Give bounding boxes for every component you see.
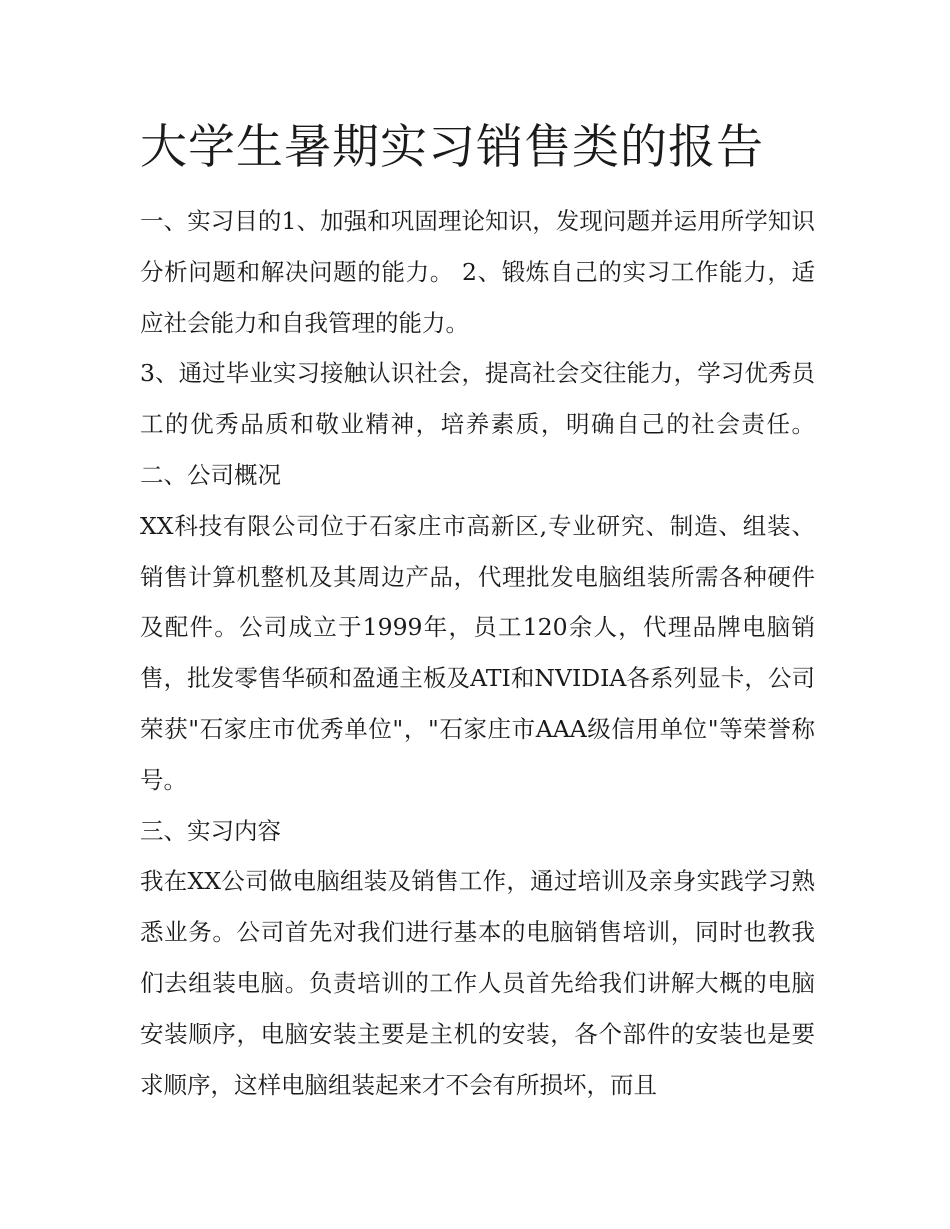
document-title: 大学生暑期实习销售类的报告 xyxy=(140,120,764,175)
paragraph-company-overview: XX科技有限公司位于石家庄市高新区,专业研究、制造、组装、销售计算机整机及其周边产品，代理批发电脑组装所需各种硬件及配件。公司成立于1999年，员工120余人，代理品牌电脑销售，批发零售华硕和盈通主板及ATI和NVIDIA各系列显卡，公司荣获"石家庄市优秀单位"，"石家庄市AAA级信用单位"等荣誉称号。 xyxy=(140,511,815,794)
paragraph-internship-content: 我在XX公司做电脑组装及销售工作，通过培训及亲身实践学习熟悉业务。公司首先对我们进行基本的电脑销售培训，同时也教我们去组装电脑。负责培训的工作人员首先给我们讲解大概的电脑安装顺序，电脑安装主要是主机的安装，各个部件的安装也是要求顺序，这样电脑组装起来才不会有所损坏，而且 xyxy=(140,867,815,1099)
section-heading-internship-content: 三、实习内容 xyxy=(140,816,281,845)
paragraph-internship-goals: 一、实习目的1、加强和巩固理论知识，发现问题并运用所学知识分析问题和解决问题的能力。 2、锻炼自己的实习工作能力，适应社会能力和自我管理的能力。 xyxy=(140,207,815,337)
document-body xyxy=(140,196,815,1110)
paragraph-social-skills: 3、通过毕业实习接触认识社会，提高社会交往能力，学习优秀员工的优秀品质和敬业精神，培养素质，明确自己的社会责任。 二、公司概况 xyxy=(140,359,815,489)
